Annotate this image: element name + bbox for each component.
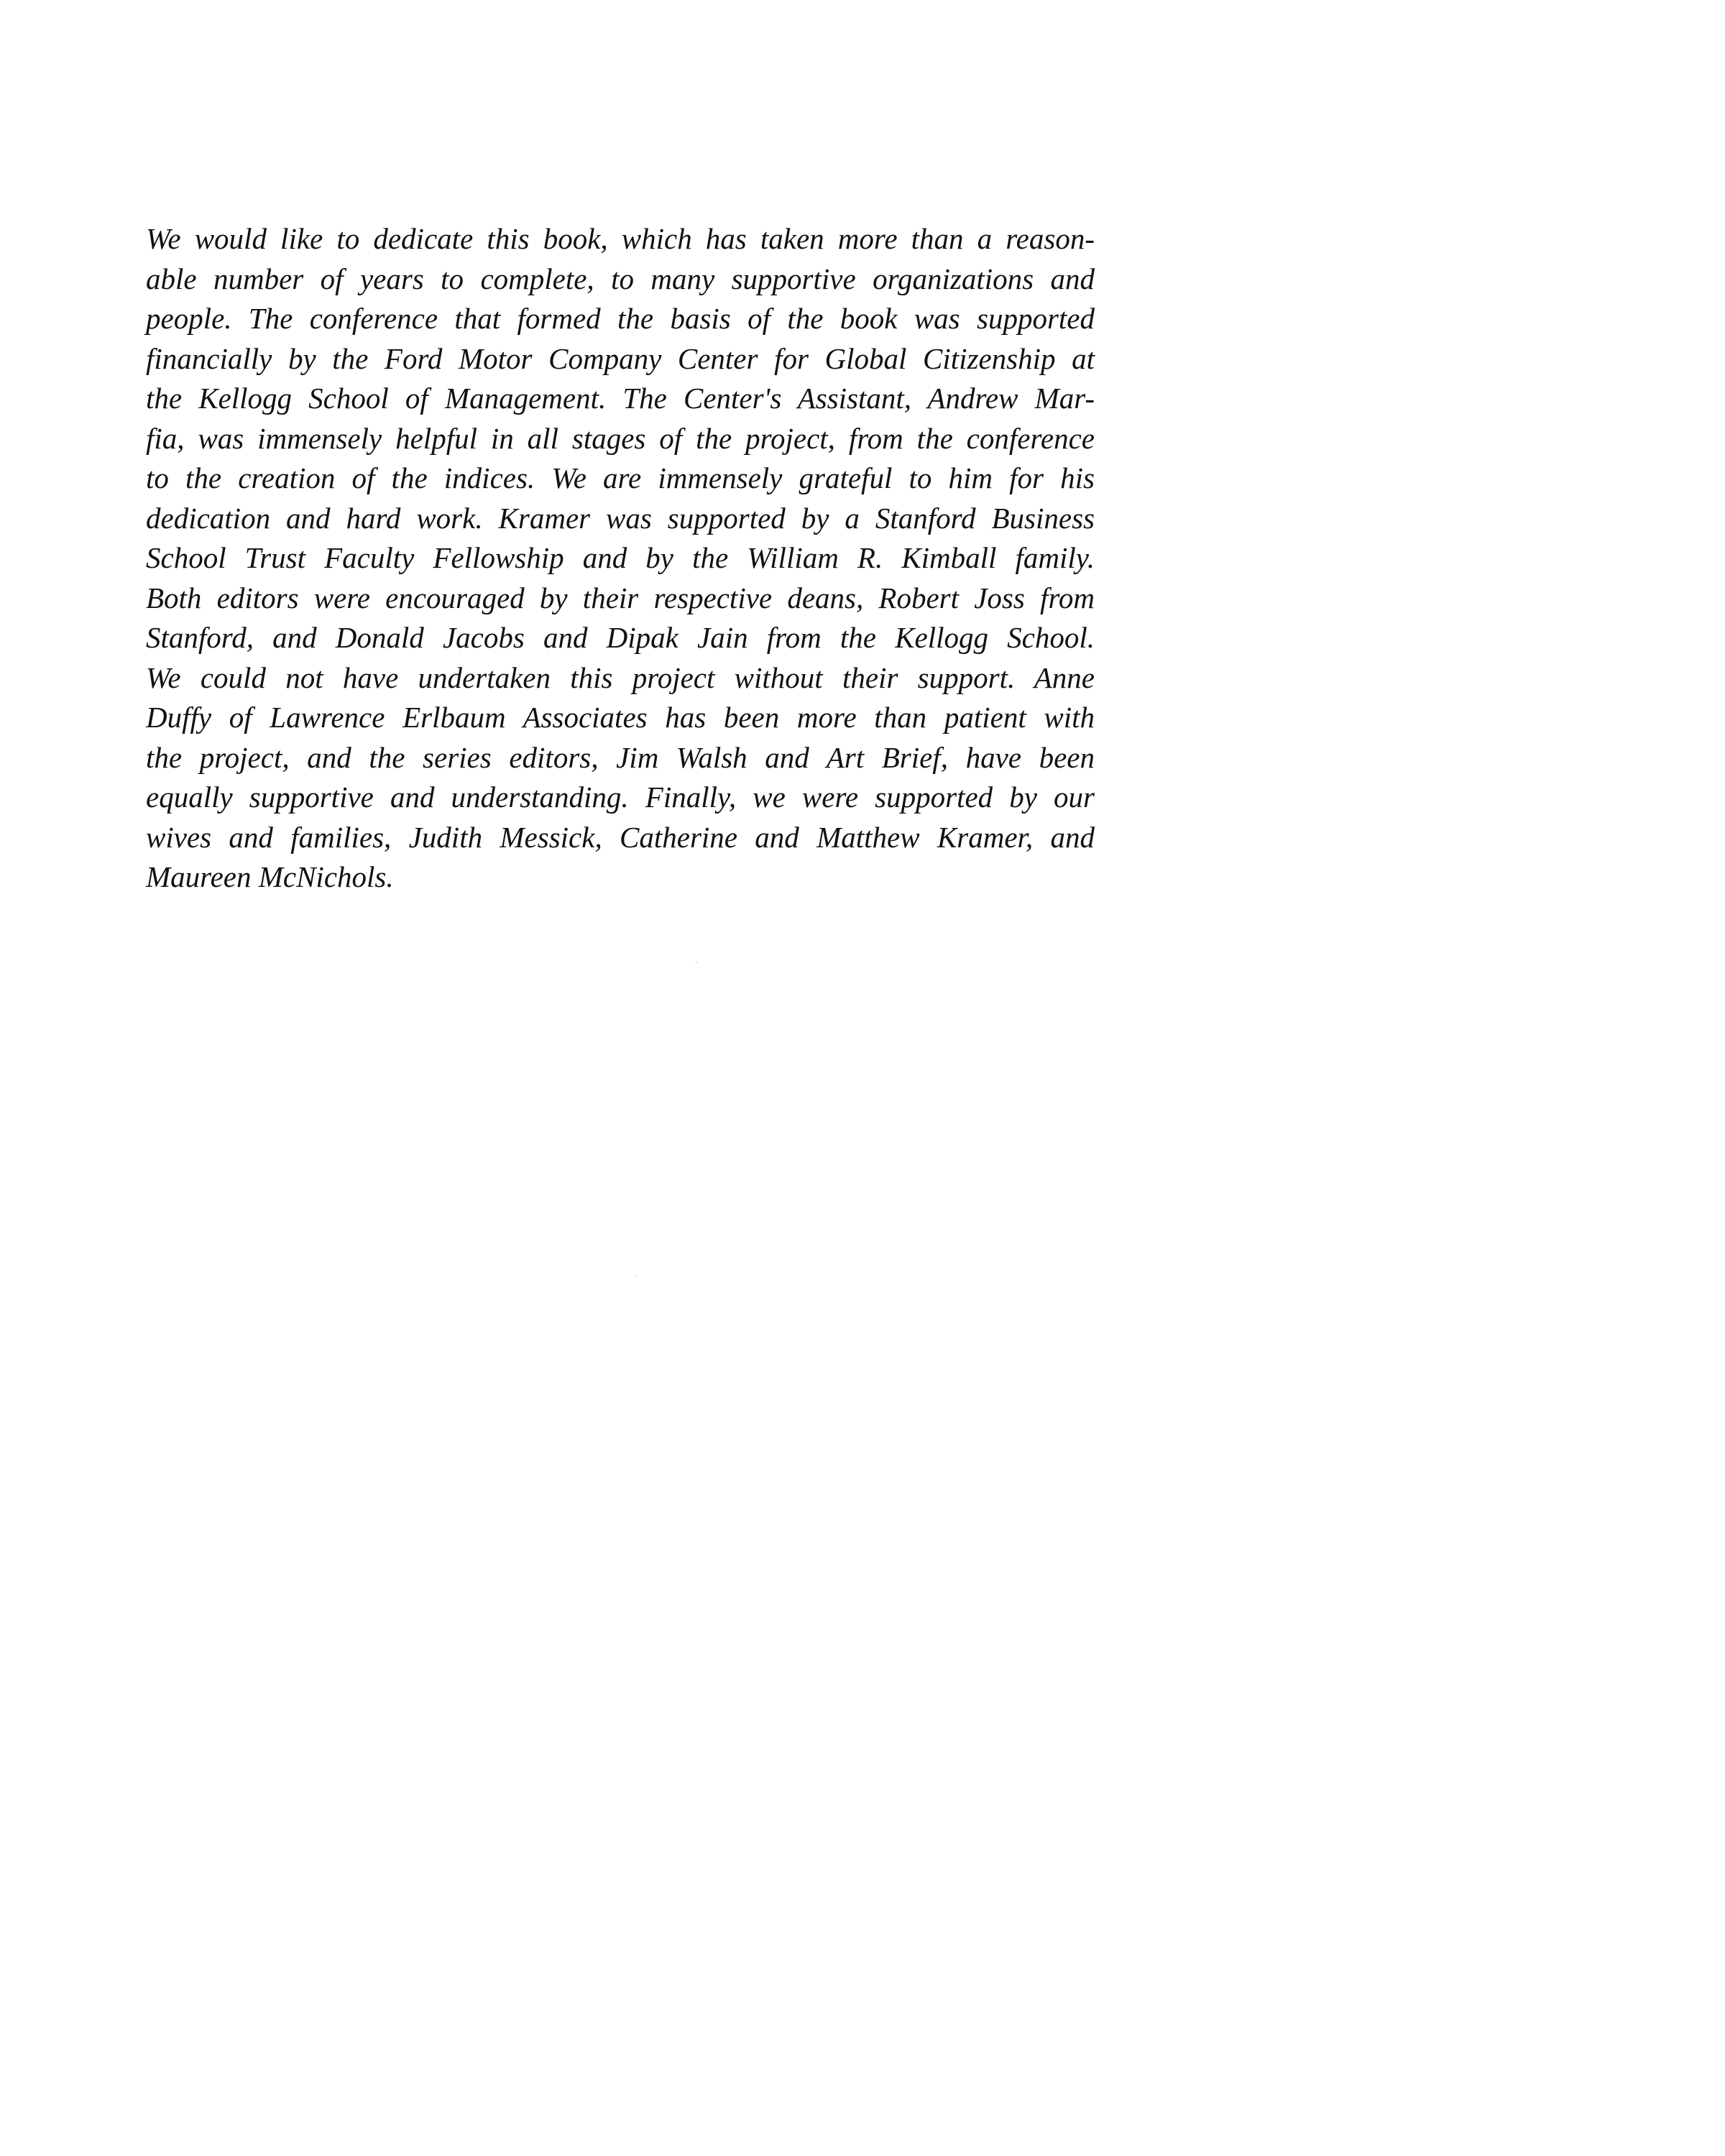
scan-speck	[635, 1275, 636, 1276]
dedication-line: the Kellogg School of Management. The Center's Assistant, Andrew Mar-	[146, 382, 1095, 415]
dedication-line: financially by the Ford Motor Company Center for Global Citizenship at	[146, 341, 1095, 375]
dedication-line: Both editors were encouraged by their respective deans, Robert Joss from	[146, 581, 1095, 614]
dedication-line: people. The conference that formed the basis of the book was supported	[146, 302, 1095, 335]
dedication-line: able number of years to complete, to many supportive organizations and	[146, 262, 1095, 295]
dedication-line: the project, and the series editors, Jim Walsh and Art Brief, have been	[146, 740, 1095, 774]
dedication-line: dedication and hard work. Kramer was supported by a Stanford Business	[146, 501, 1095, 535]
dedication-line: School Trust Faculty Fellowship and by the William R. Kimball family.	[146, 541, 1095, 574]
dedication-line: equally supportive and understanding. Finally, we were supported by our	[146, 780, 1095, 814]
dedication-line: fia, was immensely helpful in all stages of the project, from the conference	[146, 421, 1095, 455]
dedication-line: We could not have undertaken this project without their support. Anne	[146, 660, 1095, 694]
dedication-line: Maureen McNichols.	[146, 860, 394, 893]
dedication-line: We would like to dedicate this book, which has taken more than a reason-	[146, 222, 1095, 255]
dedication-line: Stanford, and Donald Jacobs and Dipak Jain from the Kellogg School.	[146, 621, 1095, 654]
dedication-line: wives and families, Judith Messick, Catherine and Matthew Kramer, and	[146, 820, 1095, 854]
scan-speck	[696, 962, 697, 963]
dedication-line: Duffy of Lawrence Erlbaum Associates has been more than patient with	[146, 701, 1095, 734]
dedication-line: to the creation of the indices. We are immensely grateful to him for his	[146, 461, 1095, 494]
dedication-paragraph	[146, 219, 1095, 898]
